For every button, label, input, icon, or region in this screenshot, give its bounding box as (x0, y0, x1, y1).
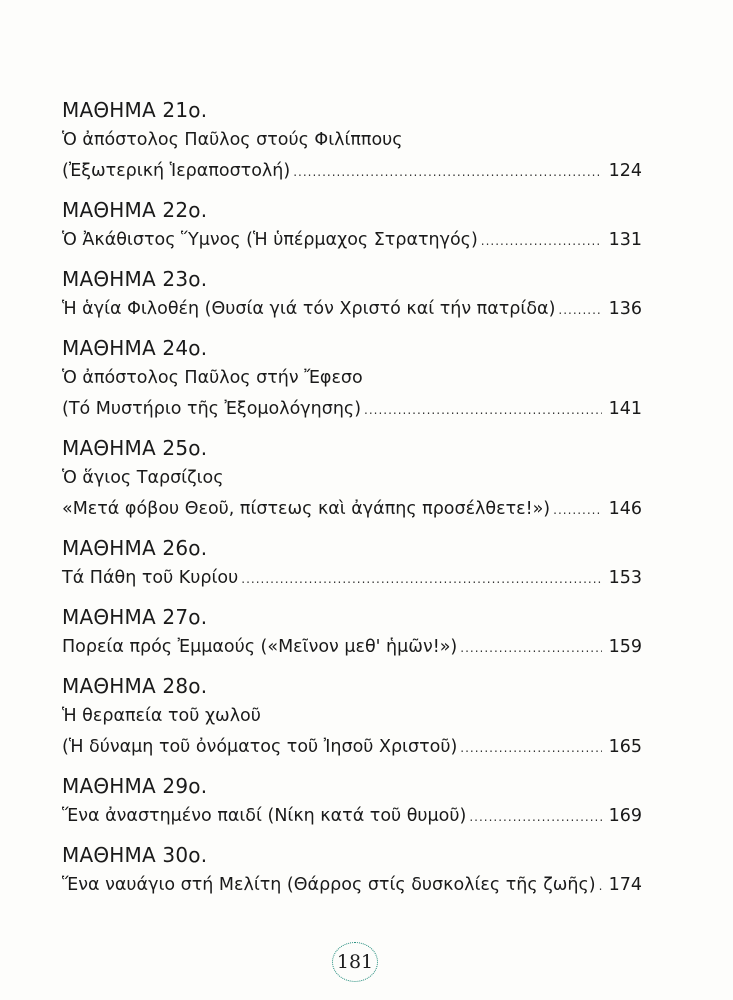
lesson-30 (62, 841, 642, 901)
entry-title: Ἕνα ἀναστημένο παιδί (Νίκη κατά τοῦ θυμοῦ) (62, 806, 467, 826)
lesson-29 (62, 772, 642, 832)
lesson-heading: ΜΑΘΗΜΑ 22ο. (62, 198, 208, 222)
entry-page-number: 124 (608, 161, 642, 181)
entry-page-number: 141 (608, 399, 642, 419)
toc-entry[interactable] (62, 563, 642, 594)
lesson-heading: ΜΑΘΗΜΑ 28ο. (62, 674, 208, 698)
dot-leader (241, 564, 602, 595)
entry-title: (Ἡ δύναμη τοῦ ὀνόματος τοῦ Ἰησοῦ Χριστοῦ) (62, 737, 458, 757)
lesson-heading: ΜΑΘΗΜΑ 21ο. (62, 98, 208, 122)
lesson-heading: ΜΑΘΗΜΑ 27ο. (62, 605, 208, 629)
entry-title: Πορεία πρός Ἐμμαούς («Μεῖνον μεθ' ἡμῶν!») (62, 637, 458, 657)
entry-title: «Μετά φόβου Θεοῦ, πίστεως καὶ ἀγάπης προσέλθετε!») (62, 499, 551, 519)
dot-leader (481, 226, 602, 257)
lesson-26 (62, 534, 642, 594)
dot-leader (293, 157, 602, 188)
page-number: 181 (336, 951, 374, 973)
lesson-heading: ΜΑΘΗΜΑ 30ο. (62, 843, 208, 867)
dot-leader (364, 395, 602, 426)
lesson-heading: ΜΑΘΗΜΑ 24ο. (62, 336, 208, 360)
dot-leader (553, 495, 602, 526)
lesson-heading: ΜΑΘΗΜΑ 25ο. (62, 436, 208, 460)
dot-leader (460, 733, 602, 764)
dot-leader (558, 295, 602, 326)
entry-page-number: 131 (608, 230, 642, 250)
toc-entry[interactable] (62, 394, 642, 425)
lesson-title-line: Ὁ ἀπόστολος Παῦλος στούς Φιλίππους (62, 130, 403, 150)
dot-leader (469, 802, 602, 833)
lesson-23 (62, 265, 642, 325)
table-of-contents (62, 96, 642, 901)
entry-title: (Τό Μυστήριο τῆς Ἐξομολόγησης) (62, 399, 362, 419)
entry-title: Ἕνα ναυάγιο στή Μελίτη (Θάρρος στίς δυσκολίες τῆς ζωῆς) (62, 875, 596, 895)
entry-title: Τά Πάθη τοῦ Κυρίου (62, 568, 239, 588)
entry-title: Ἡ ἁγία Φιλοθέη (Θυσία γιά τόν Χριστό καί τήν πατρίδα) (62, 299, 556, 319)
lesson-25 (62, 434, 642, 525)
page-number-badge (332, 942, 378, 982)
lesson-24 (62, 334, 642, 425)
lesson-heading: ΜΑΘΗΜΑ 29ο. (62, 774, 208, 798)
lesson-27 (62, 603, 642, 663)
lesson-heading: ΜΑΘΗΜΑ 23ο. (62, 267, 208, 291)
dot-leader (599, 871, 602, 902)
lesson-title-line: Ὁ ἀπόστολος Παῦλος στήν Ἔφεσο (62, 368, 363, 388)
entry-page-number: 153 (608, 568, 642, 588)
toc-entry[interactable] (62, 225, 642, 256)
entry-page-number: 174 (608, 875, 642, 895)
lesson-28 (62, 672, 642, 763)
entry-title: (Ἐξωτερική Ἱεραποστολή) (62, 161, 291, 181)
entry-page-number: 165 (608, 737, 642, 757)
lesson-title-line: Ὁ ἅγιος Ταρσίζιος (62, 468, 224, 488)
toc-entry[interactable] (62, 156, 642, 187)
lesson-title-line: Ἡ θεραπεία τοῦ χωλοῦ (62, 706, 261, 726)
entry-page-number: 169 (608, 806, 642, 826)
lesson-heading: ΜΑΘΗΜΑ 26ο. (62, 536, 208, 560)
entry-title: Ὁ Ἀκάθιστος Ὕμνος (Ἡ ὑπέρμαχος Στρατηγός) (62, 230, 478, 250)
entry-page-number: 159 (608, 637, 642, 657)
lesson-21 (62, 96, 642, 187)
entry-page-number: 146 (608, 499, 642, 519)
toc-entry[interactable] (62, 732, 642, 763)
toc-entry[interactable] (62, 632, 642, 663)
toc-entry[interactable] (62, 801, 642, 832)
entry-page-number: 136 (608, 299, 642, 319)
dot-leader (460, 633, 602, 664)
toc-entry[interactable] (62, 870, 642, 901)
lesson-22 (62, 196, 642, 256)
toc-entry[interactable] (62, 294, 642, 325)
toc-entry[interactable] (62, 494, 642, 525)
